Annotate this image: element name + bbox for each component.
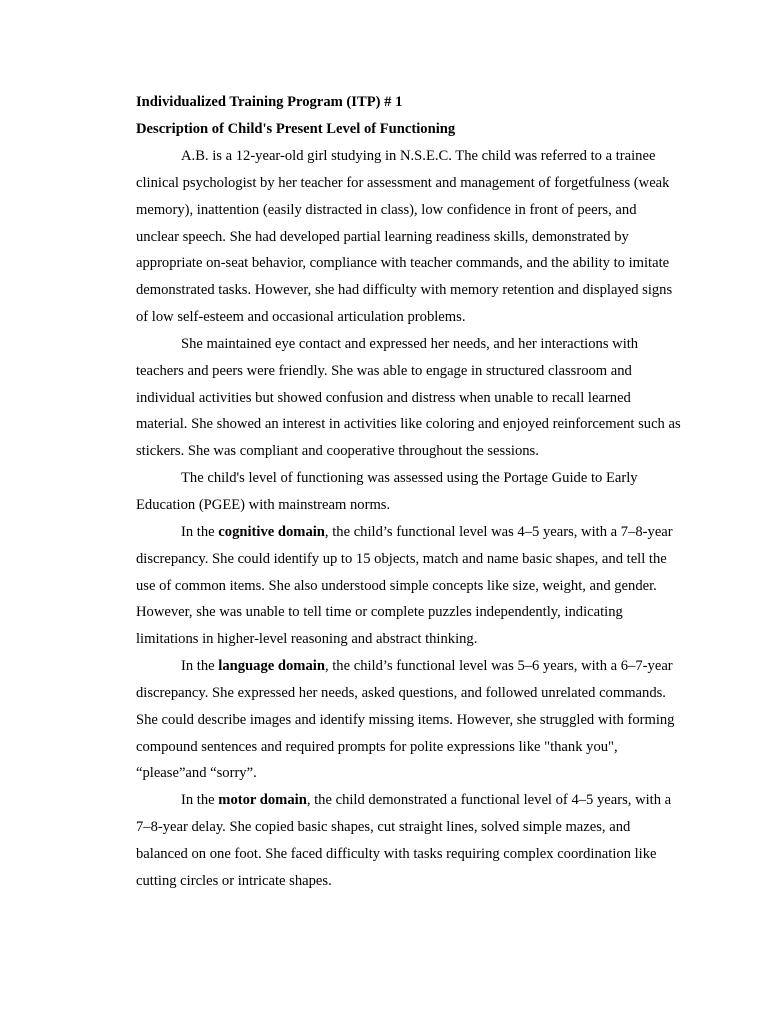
domain-term: cognitive domain — [218, 523, 325, 540]
paragraph-text: In the — [181, 792, 219, 809]
section-heading: Description of Child's Present Level of Functioning — [136, 121, 456, 137]
document-page — [136, 89, 681, 895]
domain-term: motor domain — [218, 792, 307, 809]
paragraph-text: , the child’s functional level was 5–6 years, with a 6–7-year discrepancy. She expressed her needs, asked questions, and followed unrelated commands. She could describe images and identify missing items. However, she struggled with forming compound sentences and required prompts for polite expressions like "thank you", “please”and “sorry”. — [136, 658, 675, 782]
paragraph-text: In the — [181, 658, 219, 675]
paragraph-text: , the child demonstrated a functional level of 4–5 years, with a 7–8-year delay. She copied basic shapes, cut straight lines, solved simple mazes, and balanced on one foot. She faced difficulty with tasks requiring complex coordination like cutting circles or intricate shapes. — [136, 792, 672, 889]
paragraph-text: In the — [181, 523, 219, 540]
domain-term: language domain — [218, 658, 325, 675]
paragraph-text: The child's level of functioning was assessed using the Portage Guide to Early Education (PGEE) with mainstream norms. — [136, 470, 638, 513]
paragraph-cognitive-domain — [136, 519, 681, 653]
paragraph-motor-domain — [136, 787, 681, 894]
paragraph-language-domain — [136, 653, 681, 787]
paragraph-assessment — [136, 465, 681, 519]
paragraph-behavior — [136, 331, 681, 465]
paragraph-text: , the child’s functional level was 4–5 years, with a 7–8-year discrepancy. She could identify up to 15 objects, match and name basic shapes, and tell the use of common items. She also understood simple concepts like size, weight, and gender. However, she was unable to tell time or complete puzzles independently, indicating limitations in higher-level reasoning and abstract thinking. — [136, 523, 673, 648]
paragraph-text: She maintained eye contact and expressed her needs, and her interactions with teachers and peers were friendly. She was able to engage in structured classroom and individual activities but showed confusion and distress when unable to recall learned material. She showed an interest in activities like coloring and enjoyed reinforcement such as stickers. She was compliant and cooperative throughout the sessions. — [136, 335, 681, 460]
paragraph-text: A.B. is a 12-year-old girl studying in N.S.E.C. The child was referred to a trainee clinical psychologist by her teacher for assessment and management of forgetfulness (weak memory), inattention (easily distracted in class), low confidence in front of peers, and unclear speech. She had developed partial learning readiness skills, demonstrated by appropriate on-seat behavior, compliance with teacher commands, and the ability to imitate demonstrated tasks. However, she had difficulty with memory retention and displayed signs of low self-esteem and occasional articulation problems. — [136, 148, 673, 326]
document-title: Individualized Training Program (ITP) # 1 — [136, 94, 403, 110]
paragraph-referral — [136, 143, 681, 331]
